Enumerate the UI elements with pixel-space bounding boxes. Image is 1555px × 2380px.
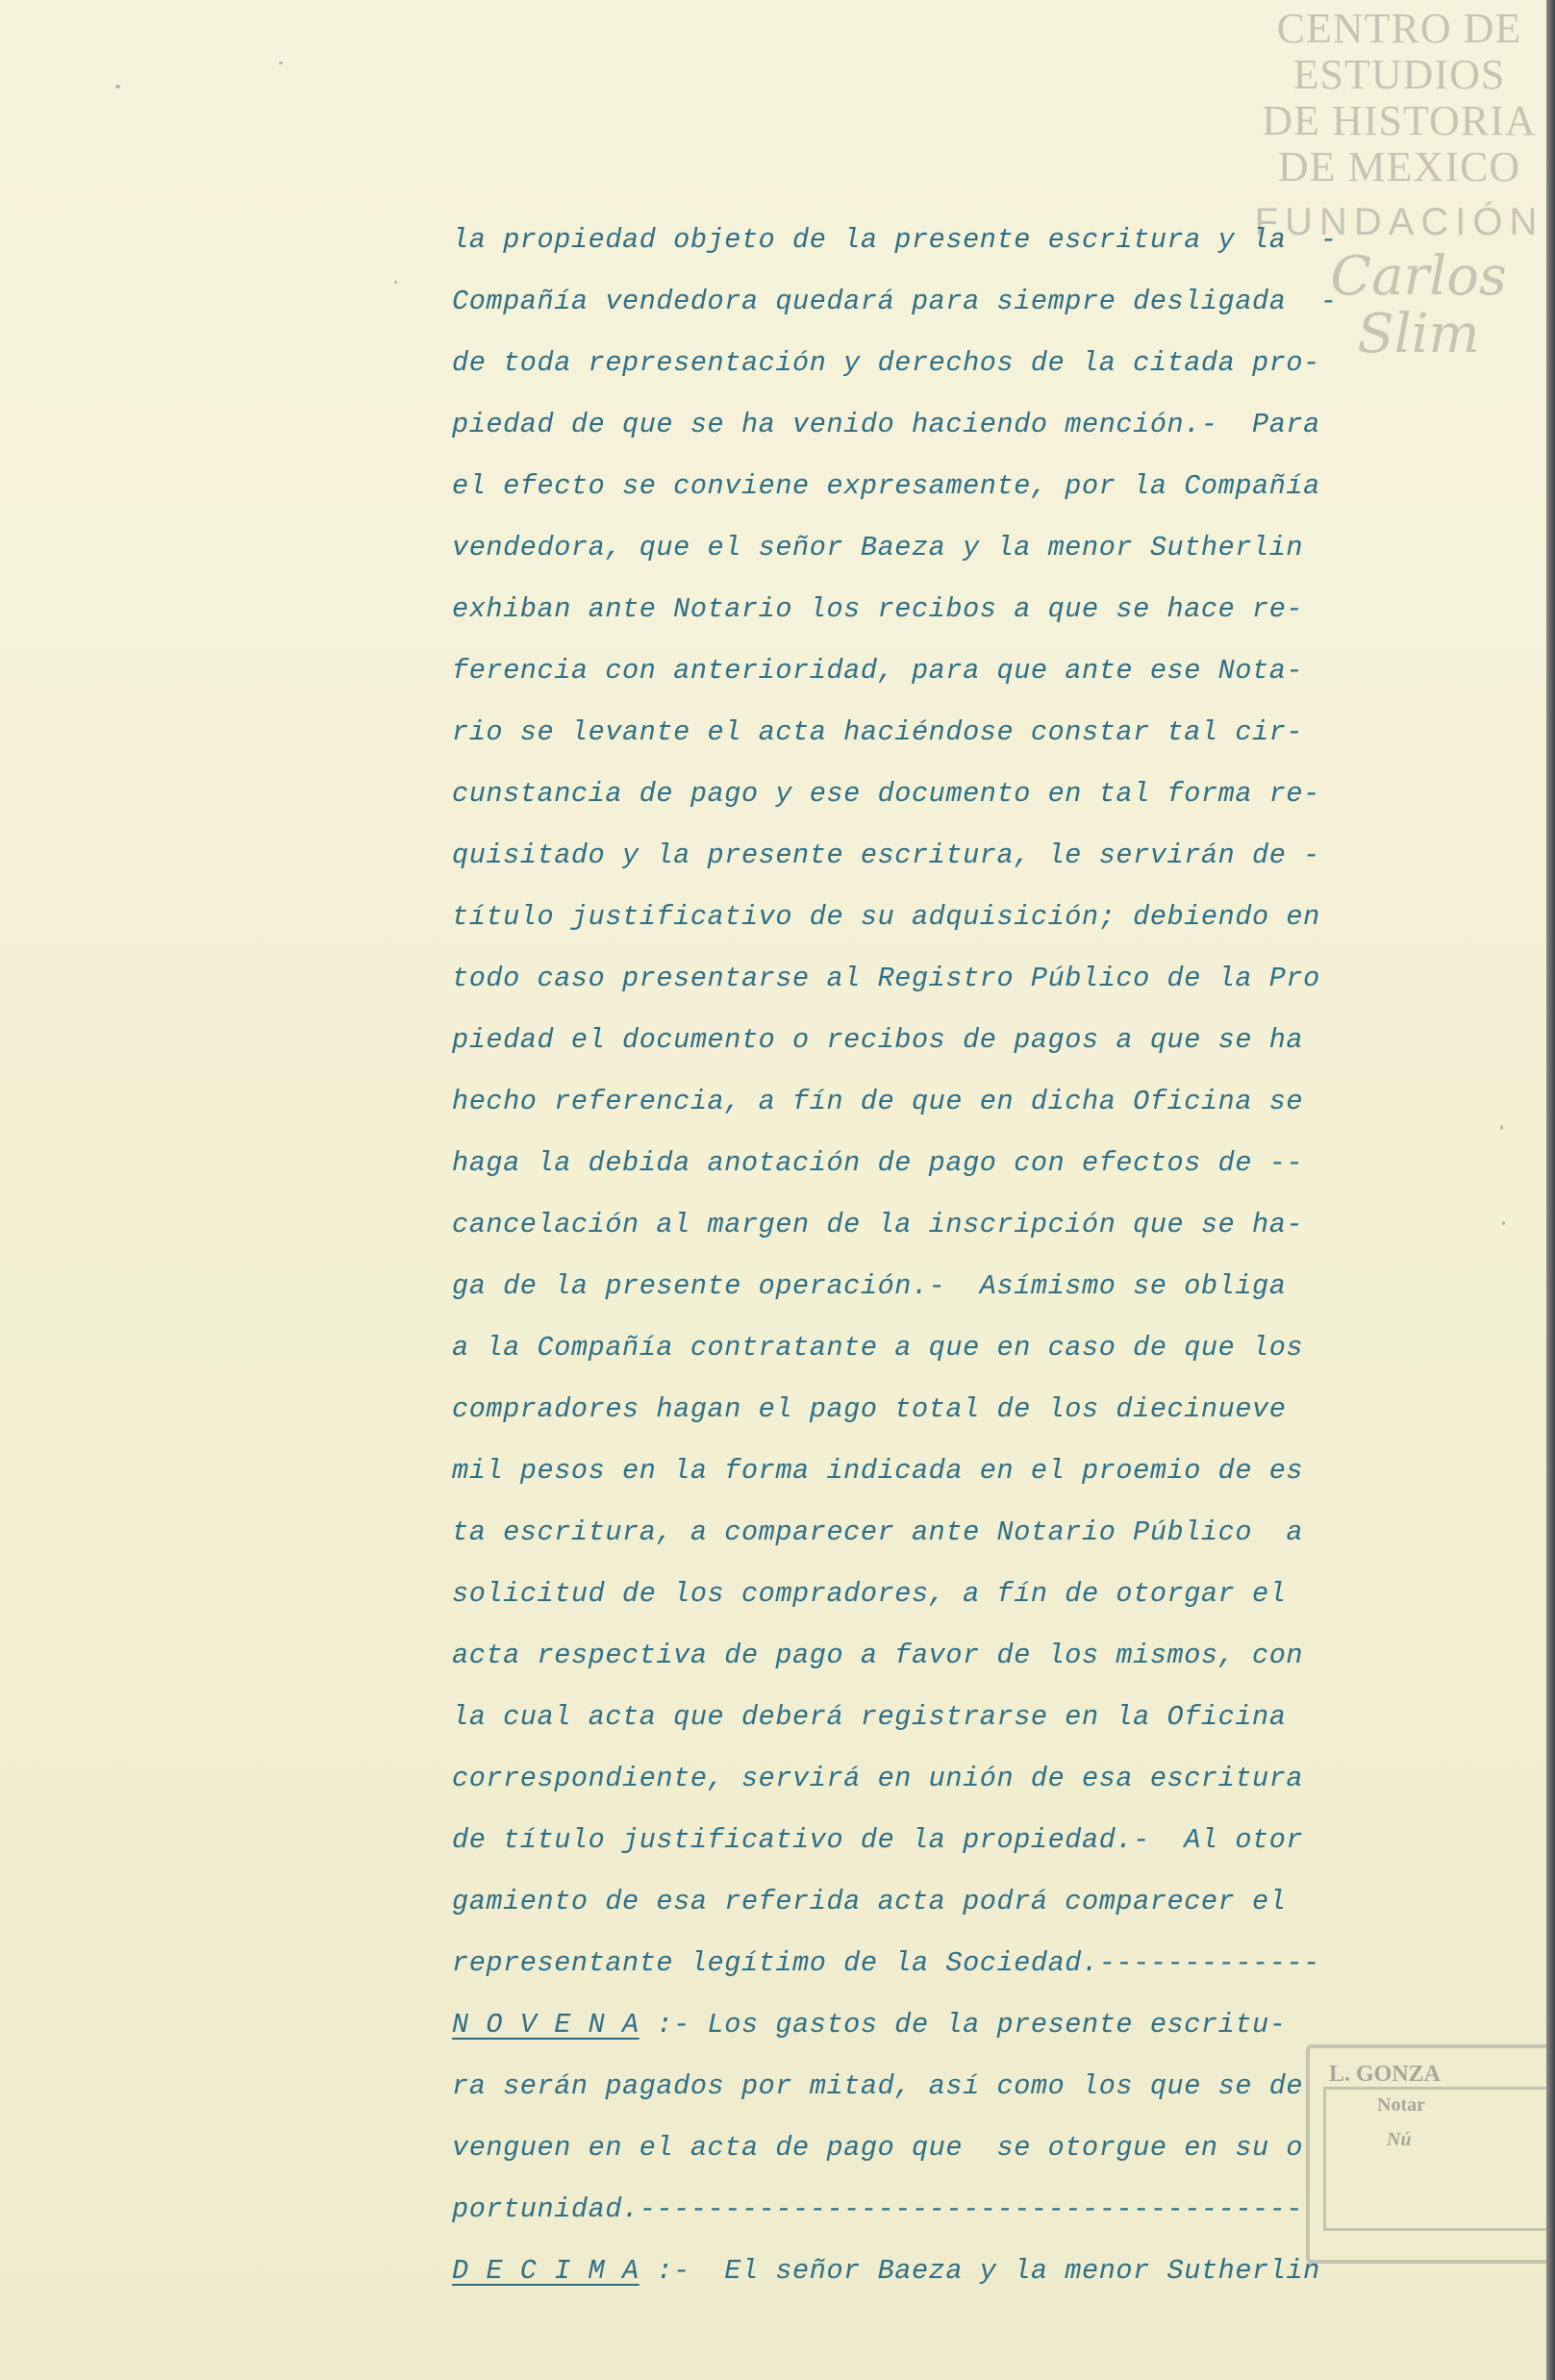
- text-line: rio se levante el acta haciéndose constar tal cir-: [452, 716, 1304, 748]
- paper-speck: [279, 62, 283, 64]
- watermark-line-2: ESTUDIOS: [1292, 51, 1506, 98]
- clause-decima-separator: :-: [639, 2255, 690, 2287]
- text-line: el efecto se conviene expresamente, por la Compañía: [452, 470, 1320, 502]
- text-line: de toda representación y derechos de la citada pro-: [452, 347, 1320, 379]
- text-line: ga de la presente operación.- Asímismo se obliga: [452, 1270, 1287, 1302]
- text-line: ferencia con anterioridad, para que ante ese Nota-: [452, 655, 1304, 687]
- text-line: representante legítimo de la Sociedad.-------------: [452, 1947, 1320, 1979]
- text-line: mil pesos en la forma indicada en el proemio de es: [452, 1455, 1304, 1487]
- notary-stamp-number: Nú: [1387, 2129, 1412, 2150]
- notary-stamp-frame: [1323, 2087, 1546, 2231]
- text-line: compradores hagan el pago total de los diecinueve: [452, 1393, 1287, 1425]
- text-line: quisitado y la presente escritura, le servirán de -: [452, 839, 1320, 871]
- clause-novena-heading: N O V E N A: [452, 2009, 640, 2041]
- text-line: de título justificativo de la propiedad.- Al otor: [452, 1824, 1304, 1856]
- typewritten-body: [452, 210, 1414, 2302]
- paper-speck: [394, 281, 397, 284]
- paper-speck: [1500, 1125, 1503, 1130]
- notary-stamp-name: L. GONZA: [1329, 2062, 1442, 2087]
- text-line: portunidad.---------------------------------------: [452, 2193, 1304, 2225]
- watermark-line-3: DE HISTORIA: [1262, 97, 1537, 144]
- paper-speck: [1502, 1221, 1505, 1225]
- text-line: exhiban ante Notario los recibos a que se hace re-: [452, 593, 1304, 625]
- text-line: haga la debida anotación de pago con efectos de --: [452, 1147, 1304, 1179]
- watermark-line-1: CENTRO DE: [1276, 5, 1522, 52]
- text-line: piedad de que se ha venido haciendo mención.- Para: [452, 409, 1320, 440]
- text-line: a la Compañía contratante a que en caso de que los: [452, 1332, 1304, 1364]
- paper-speck: [115, 85, 120, 88]
- text-line: acta respectiva de pago a favor de los mismos, con: [452, 1640, 1304, 1671]
- text-line: cunstancia de pago y ese documento en tal forma re-: [452, 778, 1320, 810]
- text-line: la propiedad objeto de la presente escritura y la -: [452, 224, 1338, 256]
- text-line: gamiento de esa referida acta podrá comparecer el: [452, 1886, 1287, 1917]
- clause-decima-line: [452, 2241, 1414, 2302]
- text-line: vendedora, que el señor Baeza y la menor Sutherlin: [452, 532, 1304, 564]
- notary-stamp: [1306, 2044, 1546, 2264]
- text-line: solicitud de los compradores, a fín de otorgar el: [452, 1578, 1287, 1610]
- text-line: correspondiente, servirá en unión de esa escritura: [452, 1763, 1304, 1794]
- text-line: venguen en el acta de pago que se otorgue en su o: [452, 2132, 1304, 2164]
- text-line: Compañía vendedora quedará para siempre desligada -: [452, 286, 1338, 317]
- text-line: ra serán pagados por mitad, así como los que se de: [452, 2070, 1304, 2102]
- text-line: título justificativo de su adquisición; debiendo en: [452, 901, 1320, 933]
- clause-novena-separator: :-: [639, 2009, 690, 2041]
- text-line: piedad el documento o recibos de pagos a que se ha: [452, 1024, 1304, 1056]
- clause-decima-text: El señor Baeza y la menor Sutherlin: [690, 2255, 1320, 2287]
- watermark-fundacion: FUNDACIÓN: [1254, 201, 1544, 243]
- text-line: ta escritura, a comparecer ante Notario Público a: [452, 1516, 1304, 1548]
- notary-stamp-title: Notar: [1377, 2094, 1425, 2116]
- watermark-signature: Carlos Slim: [1330, 245, 1507, 365]
- text-line: la cual acta que deberá registrarse en la Oficina: [452, 1701, 1287, 1733]
- text-line: cancelación al margen de la inscripción que se ha-: [452, 1209, 1304, 1240]
- clause-novena-text: Los gastos de la presente escritu-: [690, 2009, 1287, 2041]
- clause-decima-heading: D E C I M A: [452, 2255, 640, 2287]
- clause-novena-line: [452, 1994, 1414, 2056]
- text-line: todo caso presentarse al Registro Público de la Pro: [452, 963, 1320, 994]
- page-edge: [1546, 0, 1555, 2380]
- watermark-line-4: DE MEXICO: [1277, 143, 1521, 190]
- text-line: hecho referencia, a fín de que en dicha Oficina se: [452, 1086, 1304, 1117]
